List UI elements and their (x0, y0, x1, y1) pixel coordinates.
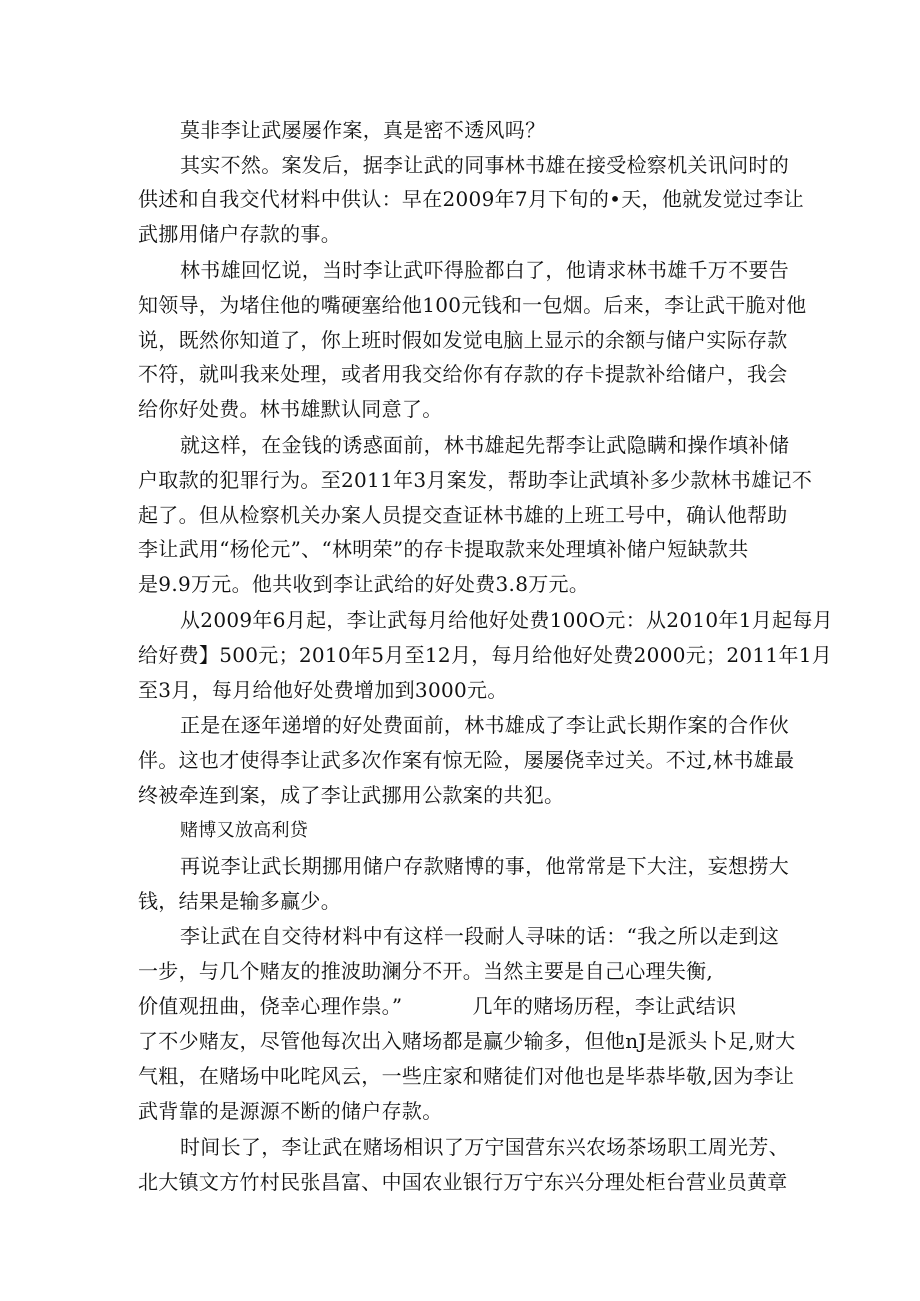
text-line: 北大镇文方竹村民张昌富、中国农业银行万宁东兴分理处柜台营业员黄章 (138, 1170, 788, 1194)
text-line: 伴。这也才使得李让武多次作案有惊无险，屡屡侥幸过关。不过,林书雄最 (138, 748, 795, 772)
text-line: 莫非李让武屡屡作案，真是密不透风吗？ (180, 118, 546, 142)
text-line: 户取款的犯罪行为。至2011年3月案发，帮助李让武填补多少款林书雄记不 (138, 468, 813, 492)
text-line: 终被牵连到案，成了李让武挪用公款案的共犯。 (138, 783, 565, 807)
text-line: 武挪用储户存款的事。 (138, 222, 341, 246)
text-line: 再说李让武长期挪用储户存款赌博的事，他常常是下大注，妄想捞大 (180, 854, 789, 878)
text-line: 李让武用“杨伦元”、“林明荣”的存卡提取款来处理填补储户短缺款共 (138, 537, 749, 561)
text-line: 其实不然。案发后，据李让武的同事林书雄在接受检察机关讯问时的 (180, 153, 789, 177)
section-heading: 赌博又放高利贷 (180, 820, 309, 841)
text-line: 一步，与几个赌友的推波助澜分不开。当然主要是自己心理失衡, (138, 959, 714, 983)
text-line: 李让武在自交待材料中有这样一段耐人寻味的话：“我之所以走到这 (180, 924, 780, 948)
text-line (138, 992, 788, 1020)
text-line: 供述和自我交代材料中供认：早在2009年7月下旬的•天，他就发觉过李让 (138, 187, 804, 211)
text-line: 钱，结果是输多赢少。 (138, 889, 341, 913)
text-line: 气粗，在赌场中叱咤风云，一些庄家和赌徒们对他也是毕恭毕敬,因为李让 (138, 1064, 795, 1088)
text-line: 正是在逐年递增的好处费面前，林书雄成了李让武长期作案的合作伙 (180, 713, 789, 737)
text-line: 起了。但从检察机关办案人员提交查证林书雄的上班工号中，确认他帮助 (138, 503, 788, 527)
text-line: 是9.9万元。他共收到李让武给的好处费3.8万元。 (138, 572, 590, 596)
text-line: 给你好处费。林书雄默认同意了。 (138, 397, 443, 421)
text-line: 时间长了，李让武在赌场相识了万宁国营东兴农场茶场职工周光芳、 (180, 1135, 789, 1159)
text-line: 给好费】500元；2010年5月至12月，每月给他好处费2000元；2011年1月 (138, 643, 833, 667)
text-line: 不符，就叫我来处理，或者用我交给你有存款的存卡提款补给储户，我会 (138, 362, 788, 386)
text-line: 至3月，每月给他好处费增加到3000元。 (138, 678, 508, 702)
text-line: 武背靠的是源源不断的储户存款。 (138, 1099, 443, 1123)
text-line: 林书雄回忆说，当时李让武吓得脸都白了，他请求林书雄千万不要告 (180, 258, 789, 282)
text-line: 了不少赌友，尽管他每次出入赌场都是赢少输多，但他nJ是派头卜足,财大 (138, 1029, 796, 1053)
text-fragment: 价值观扭曲，侥幸心理作祟。” (138, 994, 403, 1018)
text-fragment: 几年的赌场历程，李让武结识 (472, 994, 737, 1018)
text-line: 知领导，为堵住他的嘴硬塞给他100元钱和一包烟。后来，李让武干脆对他 (138, 293, 807, 317)
text-line: 从2009年6月起，李让武每月给他好处费100O元：从2010年1月起每月 (180, 608, 833, 632)
text-line: 说，既然你知道了，你上班时假如发觉电脑上显示的余额与储户实际存款 (138, 328, 788, 352)
text-line: 就这样，在金钱的诱惑面前，林书雄起先帮李让武隐瞒和操作填补储 (180, 433, 789, 457)
